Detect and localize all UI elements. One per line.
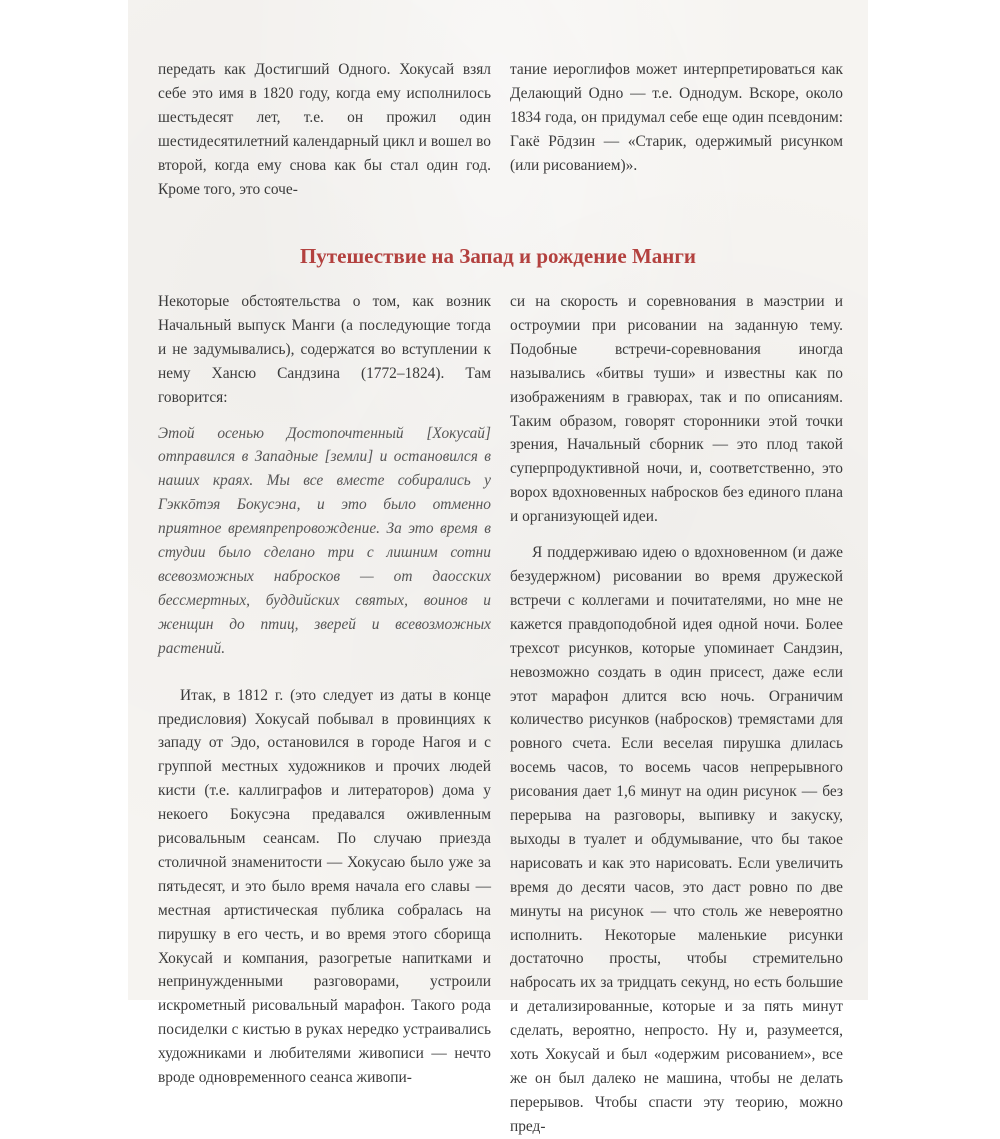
left-paragraph-1: Некоторые обстоятельства о том, как возник Начальный выпуск Манги (а последующие тогда и не задумывались), содержатся во вступлении к нему Хансю Сандзина (1772–1824). Там говорится:: [158, 293, 491, 406]
quotation: Этой осенью Достопочтенный [Хокусай] отправился в Западные [земли] и остановился в наших краях. Мы все вместе собирались у Гэккōтэя Бокусэна, и это было отменно приятное времяпрепровождение. За это время в студии было сделано три с лишним сотни всевозможных набросков — от даосских бессмертных, буддийских святых, воинов и женщин до птиц, зверей и всевозможных растений.: [158, 424, 491, 657]
left-paragraph-2: Итак, в 1812 г. (это следует из даты в конце предисловия) Хокусай побывал в провинциях к западу от Эдо, остановился в городе Нагоя и с группой местных художников и прочих людей кисти (т.е. каллиграфов и литераторов) дома у некоего Бокусэна предавался оживленным рисовальным сеансам. По случаю приезда столичной знаменитости — Хокусаю было уже за пятьдесят, и это было время начала его славы — местная артистическая публика собралась на пирушку в его честь, и во время этого сборища Хокусай и компания, разогретые напитками и непринужденными разговорами, устроили искрометный рисовальный марафон. Такого рода посиделки с кистью в руках нередко устраивались художниками и любителями живописи — нечто вроде одновременного сеанса живопи-: [158, 686, 491, 1087]
top-right-paragraph: тание иероглифов может интерпретироваться как Делающий Одно — т.е. Однодум. Вскоре, около 1834 года, он придумал себе еще один псевдоним: Гакё Рōдзин — «Старик, одержимый рисунком (или рисованием)».: [510, 61, 843, 174]
right-column: [510, 290, 843, 1139]
right-paragraph-2: Я поддерживаю идею о вдохновенном (и даже безудержном) рисовании во время дружеской встречи с коллегами и почитателями, но мне не кажется правдоподобной идея одной ночи. Более трехсот рисунков, которые упоминает Сандзин, невозможно создать в один присест, даже если этот марафон длится всю ночь. Ограничим количество рисунков (набросков) тремястами для ровного счета. Если веселая пирушка длилась восемь часов, то восемь часов непрерывного рисования дает 1,6 минут на один рисунок — без перерыва на разговоры, выпивку и закуску, выходы в туалет и обдумывание, что бы такое нарисовать и как это нарисовать. Если увеличить время до десяти часов, это даст ровно по две минуты на рисунок — что столь же невероятно исполнить. Некоторые маленькие рисунки достаточно просты, чтобы стремительно набросать их за тридцать секунд, но есть большие и детализированные, которые и за пять минут сделать, вероятно, непросто. Ну и, разумеется, хоть Хокусай и был «одержим рисованием», все же он был далеко не машина, чтобы не делать перерывов. Чтобы спасти эту теорию, можно пред-: [510, 544, 843, 1135]
left-column: [158, 290, 491, 1090]
top-left-column: [158, 58, 491, 201]
top-left-paragraph: передать как Достигший Одного. Хокусай взял себе это имя в 1820 году, когда ему исполнилось шестьдесят лет, т.е. он прожил один шестидесятилетний календарный цикл и вошел во второй, когда ему снова как бы стал один год. Кроме того, это соче-: [158, 61, 491, 198]
book-page: [128, 0, 868, 1135]
right-paragraph-1: си на скорость и соревнования в маэстрии и остроумии при рисовании на заданную тему. Подобные встречи-соревнования иногда назывались «битвы туши» и известны как по изображениям в гравюрах, так и по описаниям. Таким образом, говорят сторонники этой точки зрения, Начальный сборник — это плод такой суперпродуктивной ночи, и, соответственно, это ворох вдохновенных набросков без единого плана и организующей идеи.: [510, 293, 843, 526]
section-heading: Путешествие на Запад и рождение Манги: [299, 244, 697, 268]
top-right-column: [510, 58, 843, 178]
